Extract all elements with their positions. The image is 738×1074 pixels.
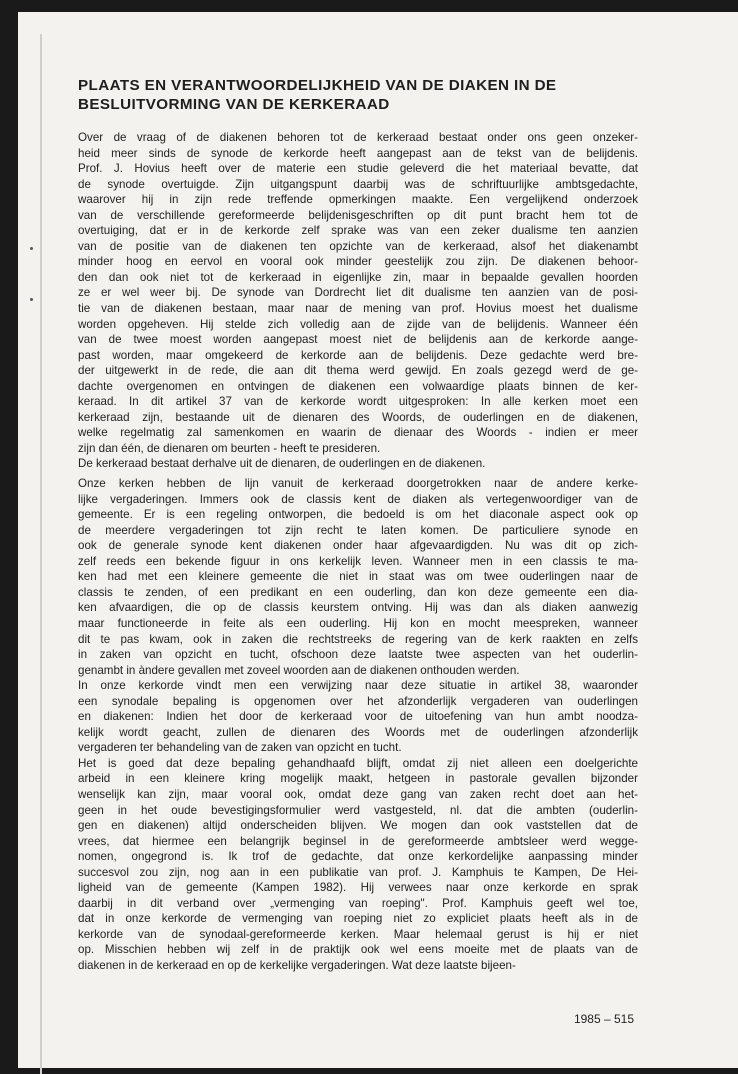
text-line: zelf reeds een bekende figuur in ons kerkelijk leven. Wanneer men in een classis te ma- bbox=[78, 554, 638, 568]
text-line: Het is goed dat deze bepaling gehandhaafd blijft, omdat zij niet alleen een doelgerichte bbox=[78, 756, 638, 770]
title-line-2: BESLUITVORMING VAN DE KERKERAAD bbox=[78, 96, 390, 113]
paragraph-1 bbox=[78, 130, 638, 472]
article-body bbox=[78, 130, 638, 974]
text-line: een synodale bepaling is opgenomen over het afzonderlijk vergaderen van ouderlingen bbox=[78, 694, 638, 708]
text-line: de meerdere vergaderingen tot zijn recht te laten komen. De particuliere synode en bbox=[78, 523, 638, 537]
text-line: ligheid van de gemeente (Kampen 1982). Hij verwees naar onze kerkorde en sprak bbox=[78, 881, 638, 895]
text-line: classis te zenden, of een predikant en een ouderling, dan kon deze gemeente een dia- bbox=[78, 585, 638, 599]
paragraph-2 bbox=[78, 476, 638, 974]
text-line: arbeid in een kleinere kring mogelijk maakt, hetgeen in pastorale gevallen bijzonder bbox=[78, 772, 638, 786]
text-line: den dan ook niet tot de kerkeraad in eigenlijke zin, maar in bepaalde gevallen hoorden bbox=[78, 270, 638, 284]
text-line: dat in onze kerkorde de vermenging van roeping niet zo expliciet plaats heeft als in de bbox=[78, 912, 638, 926]
text-line: op. Misschien hebben wij zelf in de praktijk ook wel eens moeite met de plaats van de bbox=[78, 943, 638, 957]
text-line: diakenen in de kerkeraad en op de kerkelijke vergaderingen. Wat deze laatste bijeen- bbox=[78, 958, 516, 972]
text-line: genambt in àndere gevallen met zoveel woorden aan de diakenen onthouden werden. bbox=[78, 663, 520, 677]
text-line: lijke vergaderingen. Immers ook de classis kent de diaken als vertegenwoordiger van de bbox=[78, 492, 638, 506]
text-line: der uitgewerkt in de rede, die aan dit thema werd gewijd. En zoals gezegd werd de ge- bbox=[78, 364, 638, 378]
text-line: overtuiging, dat er in de kerkorde zelf sprake was van een zeker dualisme ten aanzien bbox=[78, 224, 638, 238]
text-line: waarover hij in zijn rede treffende opmerkingen maakte. Een vergelijkend onderzoek bbox=[78, 193, 638, 207]
text-line: ken had met een kleinere gemeente die niet in staat was om twee ouderlingen naar de bbox=[78, 570, 638, 584]
text-line: Onze kerken hebben de lijn vanuit de kerkeraad doorgetrokken naar de andere kerke- bbox=[78, 477, 638, 491]
title-line-1: PLAATS EN VERANTWOORDELIJKHEID VAN DE DIAKEN IN DE bbox=[78, 77, 557, 94]
margin-dot bbox=[30, 247, 33, 250]
text-line: succesvol zou zijn, nog aan in een publikatie van prof. J. Kamphuis te Kampen, De Hei- bbox=[78, 865, 638, 879]
text-line: de synode overtuigde. Zijn uitgangspunt daarbij was de schriftuurlijke ambtsgedachte, bbox=[78, 177, 638, 191]
text-line: in zaken van opzicht en tucht, ofschoon deze laatste twee aspecten van het ouderlin- bbox=[78, 648, 638, 662]
text-line: wenselijk kan zijn, maar vooral ook, omdat deze gang van zaken recht doet aan het- bbox=[78, 787, 638, 801]
text-line: kerkeraad zijn, bestaande uit de dienaren des Woords, de ouderlingen en de diakenen, bbox=[78, 410, 638, 424]
text-line: gemeente. Er is een regeling ontworpen, die bedoeld is om het diaconale aspect ook op bbox=[78, 508, 638, 522]
text-line: kerkorde van de synodaal-gereformeerde kerken. Maar helemaal gerust is hij er niet bbox=[78, 927, 638, 941]
text-line: welke regelmatig zal samenkomen en waarin de dienaar des Woords - indien er meer bbox=[78, 426, 638, 440]
text-line: keraad. In dit artikel 37 van de kerkorde wordt uitgesproken: In alle kerken moet een bbox=[78, 395, 638, 409]
text-line: heid meer sinds de synode de kerkorde heeft aangepast aan de tekst van de belijdenis. bbox=[78, 146, 638, 160]
text-line: Prof. J. Hovius heeft over de materie een studie geleverd die het materiaal bevatte, dat bbox=[78, 162, 638, 176]
text-line: daarbij in dit verband over „vermenging van roeping". Prof. Kamphuis geeft wel toe, bbox=[78, 896, 638, 910]
text-line: In onze kerkorde vindt men een verwijzing naar deze situatie in artikel 38, waaronder bbox=[78, 679, 638, 693]
page-edge-rule bbox=[40, 34, 42, 1074]
text-line: van de verschillende gereformeerde belijdenisgeschriften op dit punt bracht hem tot de bbox=[78, 208, 638, 222]
text-line: De kerkeraad bestaat derhalve uit de dienaren, de ouderlingen en de diakenen. bbox=[78, 457, 486, 471]
text-line: Over de vraag of de diakenen behoren tot de kerkeraad bestaat onder ons geen onzeker- bbox=[78, 131, 638, 144]
text-line: maar functioneerde in feite als een ouderling. Hij kon en mocht meespreken, wanneer bbox=[78, 616, 638, 630]
text-line: en diakenen: Indien het door de kerkeraad voor de uitoefening van hun ambt noodza- bbox=[78, 710, 638, 724]
text-line: worden opgeheven. Hij stelde zich volledig aan de zijde van de belijdenis. Wanneer één bbox=[78, 317, 638, 331]
text-line: ook de generale synode kent diakenen onder haar afgevaardigden. Nu was dit op zich- bbox=[78, 539, 638, 553]
text-line: dit te pas kwam, ook in zaken die rechtstreeks de regering van de kerk raakten en zelfs bbox=[78, 632, 638, 646]
text-line: van de positie van de diakenen ten opzichte van de kerkeraad, alsof het diakenambt bbox=[78, 239, 638, 253]
page-number: 1985 – 515 bbox=[573, 1012, 634, 1026]
text-line: gen en diakenen) altijd onderscheiden blijven. We mogen dan ook vaststellen dat de bbox=[78, 819, 638, 833]
text-line: ken afvaardigen, die op de classis keurstem ontving. Hij was dan als diaken aanwezig bbox=[78, 601, 638, 615]
text-line: vrees, dat hiermee een belangrijk beginsel in de gereformeerde ambtsleer werd wegge- bbox=[78, 834, 638, 848]
text-line: past worden, maar omgekeerd de kerkorde aan de belijdenis. Deze gedachte werd bre- bbox=[78, 348, 638, 362]
text-line: nomen, ongegrond is. Ik trof de gedachte, dat onze kerkordelijke aanpassing minder bbox=[78, 850, 638, 864]
text-line: dachte overgenomen en ontvingen de diakenen een volwaardige plaats binnen de ker- bbox=[78, 379, 638, 393]
text-line: minder hoog en eervol en vooral ook minder geestelijk zou zijn. De diakenen behoor- bbox=[78, 255, 638, 269]
text-line: geen in het oude bevestigingsformulier werd vastgesteld, nl. dat die ambten (ouderlin- bbox=[78, 803, 638, 817]
article-title bbox=[78, 76, 648, 114]
text-line: vergaderen ter behandeling van de zaken van opzicht en tucht. bbox=[78, 741, 402, 755]
text-line: tie van de diakenen bestaan, maar naar de mening van prof. Hovius moest het dualisme bbox=[78, 302, 638, 316]
text-line: zijn dan één, de dienaren om beurten - heeft te presideren. bbox=[78, 441, 381, 455]
text-line: ze er wel weer bij. De synode van Dordrecht liet dit dualisme ten aanzien van de posi- bbox=[78, 286, 638, 300]
text-line: van de twee moest worden aangepast moest niet de belijdenis aan de kerkorde aange- bbox=[78, 333, 638, 347]
text-line: kelijk wordt geacht, zullen de dienaren des Woords met de ouderlingen afzonderlijk bbox=[78, 725, 638, 739]
margin-dot bbox=[30, 298, 33, 301]
